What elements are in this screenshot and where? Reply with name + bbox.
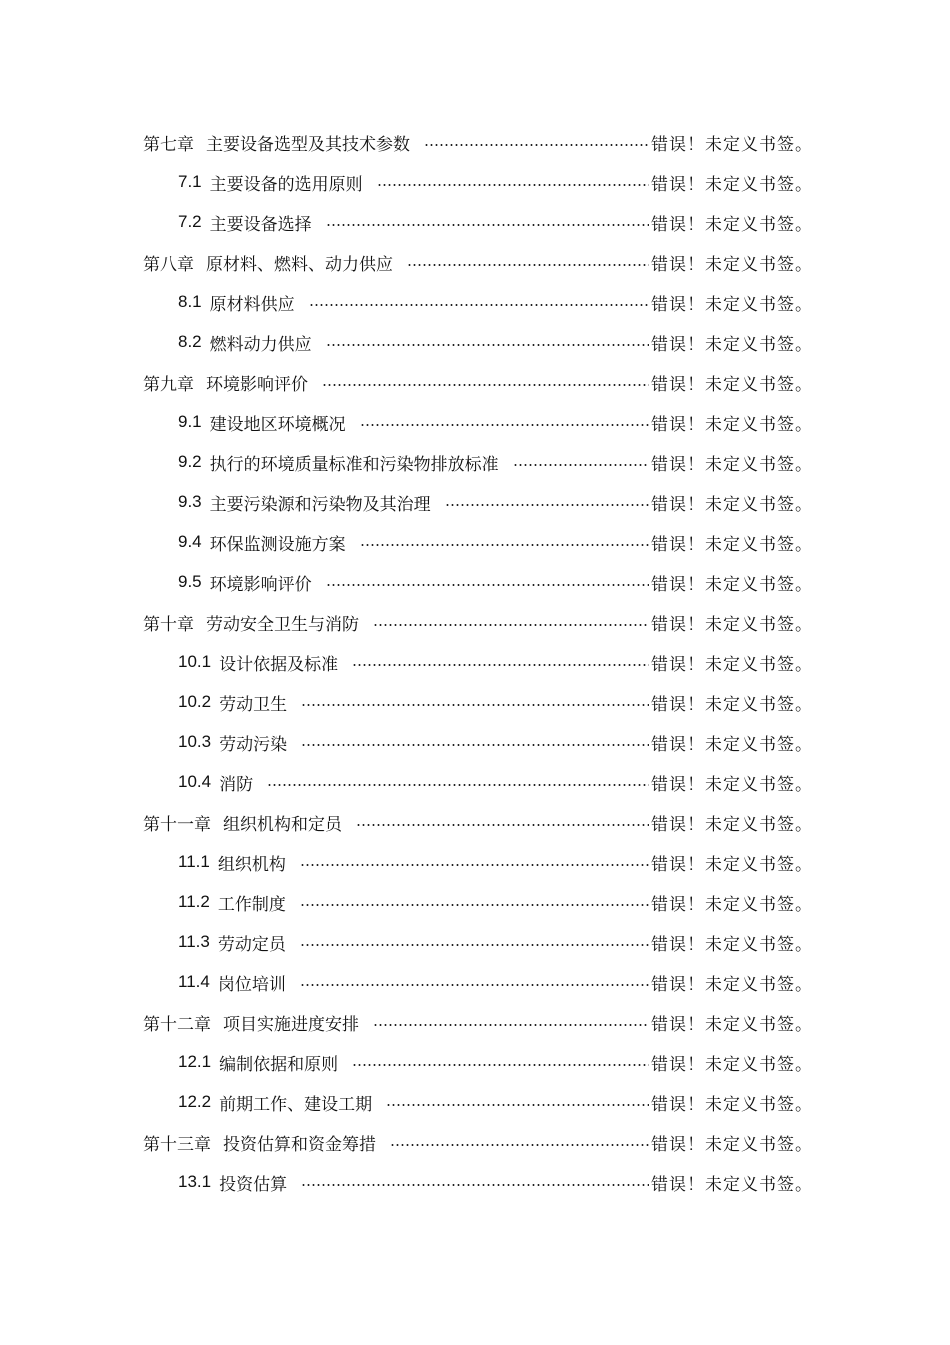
page-reference: 错误！未定义书签。	[651, 1134, 813, 1155]
entry-title: 劳动定员	[217, 934, 286, 955]
page-reference: 错误！未定义书签。	[651, 934, 813, 955]
dot-leader	[373, 1023, 649, 1027]
page-reference: 错误！未定义书签。	[651, 134, 813, 155]
dot-leader	[386, 1103, 649, 1107]
entry-title: 环境影响评价	[206, 374, 308, 395]
entry-title: 组织机构和定员	[223, 814, 342, 835]
toc-chapter-entry[interactable]	[143, 242, 813, 282]
page-reference: 错误！未定义书签。	[651, 1014, 813, 1035]
dot-leader	[360, 423, 649, 427]
page-reference: 错误！未定义书签。	[651, 294, 813, 315]
entry-title: 执行的环境质量标准和污染物排放标准	[209, 454, 499, 475]
entry-title: 燃料动力供应	[209, 334, 312, 355]
dot-leader	[326, 223, 649, 227]
toc-section-entry[interactable]	[143, 322, 813, 362]
section-number: 13.1	[178, 1172, 212, 1191]
dot-leader	[301, 1183, 649, 1187]
page-reference: 错误！未定义书签。	[651, 214, 813, 235]
section-number: 12.2	[178, 1092, 212, 1111]
page-reference: 错误！未定义书签。	[651, 814, 813, 835]
entry-title: 劳动安全卫生与消防	[206, 614, 359, 635]
section-number: 7.1	[178, 172, 202, 191]
section-number: 10.1	[178, 652, 212, 671]
dot-leader	[424, 143, 649, 147]
toc-section-entry[interactable]	[143, 522, 813, 562]
entry-title: 原材料、燃料、动力供应	[206, 254, 393, 275]
table-of-contents	[143, 122, 813, 1202]
page-reference: 错误！未定义书签。	[651, 974, 813, 995]
page-reference: 错误！未定义书签。	[651, 174, 813, 195]
dot-leader	[309, 303, 649, 307]
toc-section-entry[interactable]	[143, 922, 813, 962]
section-number: 11.3	[178, 932, 210, 951]
entry-title: 投资估算	[219, 1174, 288, 1195]
toc-section-entry[interactable]	[143, 562, 813, 602]
dot-leader	[390, 1143, 649, 1147]
toc-section-entry[interactable]	[143, 762, 813, 802]
toc-section-entry[interactable]	[143, 482, 813, 522]
chapter-label: 第八章	[143, 254, 194, 275]
entry-title: 原材料供应	[209, 294, 295, 315]
section-number: 10.3	[178, 732, 212, 751]
page-reference: 错误！未定义书签。	[651, 254, 813, 275]
dot-leader	[360, 543, 649, 547]
chapter-label: 第十三章	[143, 1134, 211, 1155]
dot-leader	[326, 583, 649, 587]
page-reference: 错误！未定义书签。	[651, 654, 813, 675]
section-number: 9.3	[178, 492, 202, 511]
entry-title: 编制依据和原则	[219, 1054, 339, 1075]
page-reference: 错误！未定义书签。	[651, 1094, 813, 1115]
section-number: 8.2	[178, 332, 202, 351]
page-reference: 错误！未定义书签。	[651, 894, 813, 915]
section-number: 9.5	[178, 572, 202, 591]
entry-title: 项目实施进度安排	[223, 1014, 359, 1035]
toc-section-entry[interactable]	[143, 842, 813, 882]
dot-leader	[377, 183, 649, 187]
page-reference: 错误！未定义书签。	[651, 454, 813, 475]
section-number: 11.2	[178, 892, 210, 911]
chapter-label: 第十一章	[143, 814, 211, 835]
dot-leader	[300, 983, 649, 987]
page-reference: 错误！未定义书签。	[651, 854, 813, 875]
entry-title: 工作制度	[217, 894, 286, 915]
toc-chapter-entry[interactable]	[143, 122, 813, 162]
entry-title: 主要污染源和污染物及其治理	[209, 494, 431, 515]
entry-title: 环境影响评价	[209, 574, 312, 595]
dot-leader	[373, 623, 649, 627]
toc-section-entry[interactable]	[143, 962, 813, 1002]
toc-section-entry[interactable]	[143, 1162, 813, 1202]
dot-leader	[326, 343, 649, 347]
dot-leader	[407, 263, 649, 267]
dot-leader	[301, 703, 649, 707]
section-number: 8.1	[178, 292, 202, 311]
entry-title: 岗位培训	[217, 974, 286, 995]
entry-title: 主要设备的选用原则	[209, 174, 363, 195]
entry-title: 投资估算和资金筹措	[223, 1134, 376, 1155]
toc-chapter-entry[interactable]	[143, 362, 813, 402]
chapter-label: 第十二章	[143, 1014, 211, 1035]
page-reference: 错误！未定义书签。	[651, 1174, 813, 1195]
chapter-label: 第七章	[143, 134, 194, 155]
chapter-label: 第十章	[143, 614, 194, 635]
entry-title: 劳动污染	[219, 734, 288, 755]
toc-chapter-entry[interactable]	[143, 802, 813, 842]
dot-leader	[322, 383, 649, 387]
toc-section-entry[interactable]	[143, 722, 813, 762]
page-reference: 错误！未定义书签。	[651, 734, 813, 755]
dot-leader	[300, 863, 649, 867]
dot-leader	[300, 943, 649, 947]
page-reference: 错误！未定义书签。	[651, 574, 813, 595]
dot-leader	[445, 503, 649, 507]
section-number: 11.4	[178, 972, 210, 991]
page-reference: 错误！未定义书签。	[651, 694, 813, 715]
page-reference: 错误！未定义书签。	[651, 414, 813, 435]
page-reference: 错误！未定义书签。	[651, 494, 813, 515]
toc-section-entry[interactable]	[143, 162, 813, 202]
toc-chapter-entry[interactable]	[143, 602, 813, 642]
section-number: 12.1	[178, 1052, 212, 1071]
section-number: 11.1	[178, 852, 210, 871]
dot-leader	[300, 903, 649, 907]
toc-chapter-entry[interactable]	[143, 1002, 813, 1042]
section-number: 10.4	[178, 772, 212, 791]
toc-section-entry[interactable]	[143, 442, 813, 482]
dot-leader	[267, 783, 649, 787]
page-reference: 错误！未定义书签。	[651, 534, 813, 555]
toc-section-entry[interactable]	[143, 202, 813, 242]
dot-leader	[513, 463, 649, 467]
entry-title: 主要设备选型及其技术参数	[206, 134, 410, 155]
page-reference: 错误！未定义书签。	[651, 774, 813, 795]
page-reference: 错误！未定义书签。	[651, 334, 813, 355]
entry-title: 设计依据及标准	[219, 654, 339, 675]
toc-section-entry[interactable]	[143, 642, 813, 682]
entry-title: 环保监测设施方案	[209, 534, 346, 555]
entry-title: 建设地区环境概况	[209, 414, 346, 435]
toc-section-entry[interactable]	[143, 1082, 813, 1122]
page-reference: 错误！未定义书签。	[651, 1054, 813, 1075]
section-number: 9.2	[178, 452, 202, 471]
page-reference: 错误！未定义书签。	[651, 614, 813, 635]
page-reference: 错误！未定义书签。	[651, 374, 813, 395]
dot-leader	[356, 823, 649, 827]
dot-leader	[352, 663, 649, 667]
toc-section-entry[interactable]	[143, 1042, 813, 1082]
toc-section-entry[interactable]	[143, 282, 813, 322]
toc-section-entry[interactable]	[143, 882, 813, 922]
toc-section-entry[interactable]	[143, 402, 813, 442]
dot-leader	[301, 743, 649, 747]
section-number: 7.2	[178, 212, 202, 231]
entry-title: 主要设备选择	[209, 214, 312, 235]
entry-title: 前期工作、建设工期	[219, 1094, 373, 1115]
section-number: 9.1	[178, 412, 202, 431]
entry-title: 劳动卫生	[219, 694, 288, 715]
entry-title: 消防	[219, 774, 254, 795]
chapter-label: 第九章	[143, 374, 194, 395]
entry-title: 组织机构	[217, 854, 286, 875]
dot-leader	[352, 1063, 649, 1067]
toc-chapter-entry[interactable]	[143, 1122, 813, 1162]
section-number: 9.4	[178, 532, 202, 551]
toc-section-entry[interactable]	[143, 682, 813, 722]
section-number: 10.2	[178, 692, 212, 711]
